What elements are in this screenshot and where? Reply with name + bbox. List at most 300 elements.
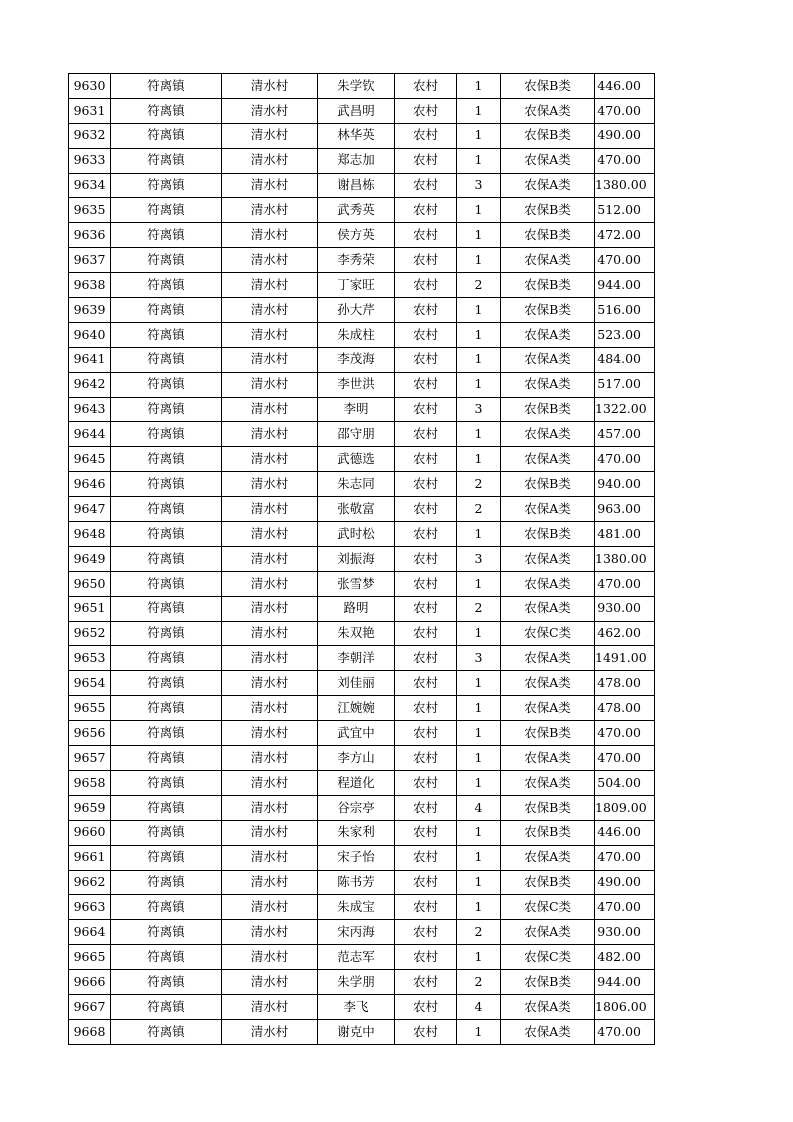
type-cell: 农村 <box>395 920 457 945</box>
record-id-cell: 9657 <box>69 746 111 771</box>
amount-cell: 446.00 <box>595 820 655 845</box>
count-cell: 1 <box>457 895 501 920</box>
table-row <box>69 397 655 422</box>
name-cell: 孙大芹 <box>318 298 395 323</box>
count-cell: 1 <box>457 98 501 123</box>
records-table <box>68 73 655 1045</box>
town-cell: 符离镇 <box>111 273 222 298</box>
count-cell: 4 <box>457 994 501 1019</box>
category-cell: 农保A类 <box>501 98 595 123</box>
count-cell: 1 <box>457 322 501 347</box>
village-cell: 清水村 <box>222 646 318 671</box>
town-cell: 符离镇 <box>111 123 222 148</box>
town-cell: 符离镇 <box>111 721 222 746</box>
record-id-cell: 9640 <box>69 322 111 347</box>
name-cell: 丁家旺 <box>318 273 395 298</box>
village-cell: 清水村 <box>222 248 318 273</box>
count-cell: 1 <box>457 447 501 472</box>
table-row <box>69 422 655 447</box>
town-cell: 符离镇 <box>111 322 222 347</box>
town-cell: 符离镇 <box>111 945 222 970</box>
record-id-cell: 9638 <box>69 273 111 298</box>
category-cell: 农保B类 <box>501 298 595 323</box>
amount-cell: 470.00 <box>595 845 655 870</box>
town-cell: 符离镇 <box>111 74 222 99</box>
table-row <box>69 347 655 372</box>
name-cell: 武秀英 <box>318 198 395 223</box>
town-cell: 符离镇 <box>111 820 222 845</box>
village-cell: 清水村 <box>222 696 318 721</box>
type-cell: 农村 <box>395 198 457 223</box>
amount-cell: 472.00 <box>595 223 655 248</box>
town-cell: 符离镇 <box>111 696 222 721</box>
table-row <box>69 795 655 820</box>
village-cell: 清水村 <box>222 298 318 323</box>
category-cell: 农保A类 <box>501 347 595 372</box>
type-cell: 农村 <box>395 372 457 397</box>
amount-cell: 1806.00 <box>595 994 655 1019</box>
village-cell: 清水村 <box>222 397 318 422</box>
category-cell: 农保C类 <box>501 895 595 920</box>
town-cell: 符离镇 <box>111 472 222 497</box>
record-id-cell: 9654 <box>69 671 111 696</box>
village-cell: 清水村 <box>222 571 318 596</box>
amount-cell: 470.00 <box>595 248 655 273</box>
village-cell: 清水村 <box>222 795 318 820</box>
village-cell: 清水村 <box>222 273 318 298</box>
name-cell: 李朝洋 <box>318 646 395 671</box>
category-cell: 农保A类 <box>501 646 595 671</box>
type-cell: 农村 <box>395 895 457 920</box>
village-cell: 清水村 <box>222 422 318 447</box>
amount-cell: 1809.00 <box>595 795 655 820</box>
name-cell: 刘振海 <box>318 546 395 571</box>
category-cell: 农保A类 <box>501 571 595 596</box>
count-cell: 1 <box>457 74 501 99</box>
record-id-cell: 9659 <box>69 795 111 820</box>
category-cell: 农保C类 <box>501 621 595 646</box>
type-cell: 农村 <box>395 546 457 571</box>
count-cell: 4 <box>457 795 501 820</box>
amount-cell: 470.00 <box>595 447 655 472</box>
village-cell: 清水村 <box>222 347 318 372</box>
name-cell: 程道化 <box>318 770 395 795</box>
count-cell: 3 <box>457 397 501 422</box>
record-id-cell: 9656 <box>69 721 111 746</box>
record-id-cell: 9652 <box>69 621 111 646</box>
town-cell: 符离镇 <box>111 298 222 323</box>
town-cell: 符离镇 <box>111 248 222 273</box>
table-row <box>69 770 655 795</box>
count-cell: 1 <box>457 845 501 870</box>
category-cell: 农保A类 <box>501 770 595 795</box>
village-cell: 清水村 <box>222 472 318 497</box>
town-cell: 符离镇 <box>111 795 222 820</box>
table-row <box>69 945 655 970</box>
name-cell: 宋丙海 <box>318 920 395 945</box>
table-row <box>69 920 655 945</box>
amount-cell: 470.00 <box>595 895 655 920</box>
amount-cell: 512.00 <box>595 198 655 223</box>
count-cell: 1 <box>457 198 501 223</box>
amount-cell: 470.00 <box>595 98 655 123</box>
amount-cell: 478.00 <box>595 671 655 696</box>
type-cell: 农村 <box>395 646 457 671</box>
town-cell: 符离镇 <box>111 1019 222 1044</box>
record-id-cell: 9660 <box>69 820 111 845</box>
amount-cell: 470.00 <box>595 571 655 596</box>
village-cell: 清水村 <box>222 497 318 522</box>
village-cell: 清水村 <box>222 870 318 895</box>
amount-cell: 470.00 <box>595 721 655 746</box>
town-cell: 符离镇 <box>111 621 222 646</box>
record-id-cell: 9631 <box>69 98 111 123</box>
village-cell: 清水村 <box>222 322 318 347</box>
type-cell: 农村 <box>395 273 457 298</box>
amount-cell: 470.00 <box>595 1019 655 1044</box>
village-cell: 清水村 <box>222 596 318 621</box>
amount-cell: 481.00 <box>595 522 655 547</box>
village-cell: 清水村 <box>222 522 318 547</box>
type-cell: 农村 <box>395 98 457 123</box>
amount-cell: 478.00 <box>595 696 655 721</box>
record-id-cell: 9645 <box>69 447 111 472</box>
name-cell: 李世洪 <box>318 372 395 397</box>
type-cell: 农村 <box>395 148 457 173</box>
category-cell: 农保A类 <box>501 148 595 173</box>
category-cell: 农保A类 <box>501 845 595 870</box>
count-cell: 1 <box>457 571 501 596</box>
village-cell: 清水村 <box>222 546 318 571</box>
category-cell: 农保B类 <box>501 198 595 223</box>
table-row <box>69 98 655 123</box>
category-cell: 农保B类 <box>501 273 595 298</box>
table-row <box>69 248 655 273</box>
type-cell: 农村 <box>395 945 457 970</box>
village-cell: 清水村 <box>222 173 318 198</box>
village-cell: 清水村 <box>222 895 318 920</box>
type-cell: 农村 <box>395 123 457 148</box>
type-cell: 农村 <box>395 845 457 870</box>
table-row <box>69 522 655 547</box>
amount-cell: 940.00 <box>595 472 655 497</box>
record-id-cell: 9637 <box>69 248 111 273</box>
type-cell: 农村 <box>395 74 457 99</box>
table-row <box>69 621 655 646</box>
town-cell: 符离镇 <box>111 397 222 422</box>
category-cell: 农保B类 <box>501 74 595 99</box>
record-id-cell: 9641 <box>69 347 111 372</box>
town-cell: 符离镇 <box>111 422 222 447</box>
amount-cell: 1491.00 <box>595 646 655 671</box>
count-cell: 1 <box>457 347 501 372</box>
record-id-cell: 9664 <box>69 920 111 945</box>
count-cell: 2 <box>457 920 501 945</box>
type-cell: 农村 <box>395 173 457 198</box>
town-cell: 符离镇 <box>111 546 222 571</box>
village-cell: 清水村 <box>222 123 318 148</box>
name-cell: 陈书芳 <box>318 870 395 895</box>
record-id-cell: 9639 <box>69 298 111 323</box>
town-cell: 符离镇 <box>111 596 222 621</box>
amount-cell: 1380.00 <box>595 546 655 571</box>
type-cell: 农村 <box>395 223 457 248</box>
category-cell: 农保B类 <box>501 721 595 746</box>
type-cell: 农村 <box>395 422 457 447</box>
village-cell: 清水村 <box>222 148 318 173</box>
record-id-cell: 9633 <box>69 148 111 173</box>
category-cell: 农保A类 <box>501 596 595 621</box>
table-row <box>69 472 655 497</box>
name-cell: 李明 <box>318 397 395 422</box>
name-cell: 江婉婉 <box>318 696 395 721</box>
amount-cell: 517.00 <box>595 372 655 397</box>
town-cell: 符离镇 <box>111 994 222 1019</box>
table-row <box>69 447 655 472</box>
count-cell: 1 <box>457 223 501 248</box>
name-cell: 武时松 <box>318 522 395 547</box>
count-cell: 1 <box>457 372 501 397</box>
record-id-cell: 9636 <box>69 223 111 248</box>
town-cell: 符离镇 <box>111 895 222 920</box>
type-cell: 农村 <box>395 397 457 422</box>
amount-cell: 482.00 <box>595 945 655 970</box>
town-cell: 符离镇 <box>111 746 222 771</box>
category-cell: 农保B类 <box>501 472 595 497</box>
amount-cell: 930.00 <box>595 920 655 945</box>
town-cell: 符离镇 <box>111 920 222 945</box>
name-cell: 武德选 <box>318 447 395 472</box>
name-cell: 刘佳丽 <box>318 671 395 696</box>
name-cell: 李秀荣 <box>318 248 395 273</box>
type-cell: 农村 <box>395 770 457 795</box>
record-id-cell: 9661 <box>69 845 111 870</box>
record-id-cell: 9643 <box>69 397 111 422</box>
count-cell: 1 <box>457 123 501 148</box>
category-cell: 农保A类 <box>501 422 595 447</box>
village-cell: 清水村 <box>222 721 318 746</box>
type-cell: 农村 <box>395 571 457 596</box>
record-id-cell: 9662 <box>69 870 111 895</box>
table-row <box>69 571 655 596</box>
category-cell: 农保A类 <box>501 322 595 347</box>
count-cell: 1 <box>457 696 501 721</box>
table-row <box>69 546 655 571</box>
table-row <box>69 721 655 746</box>
village-cell: 清水村 <box>222 621 318 646</box>
village-cell: 清水村 <box>222 845 318 870</box>
record-id-cell: 9663 <box>69 895 111 920</box>
town-cell: 符离镇 <box>111 372 222 397</box>
type-cell: 农村 <box>395 472 457 497</box>
type-cell: 农村 <box>395 795 457 820</box>
count-cell: 2 <box>457 497 501 522</box>
village-cell: 清水村 <box>222 770 318 795</box>
name-cell: 谢克中 <box>318 1019 395 1044</box>
count-cell: 1 <box>457 621 501 646</box>
table-row <box>69 845 655 870</box>
type-cell: 农村 <box>395 1019 457 1044</box>
amount-cell: 490.00 <box>595 870 655 895</box>
village-cell: 清水村 <box>222 447 318 472</box>
table-row <box>69 820 655 845</box>
table-row <box>69 497 655 522</box>
category-cell: 农保B类 <box>501 820 595 845</box>
name-cell: 朱学朋 <box>318 970 395 995</box>
category-cell: 农保B类 <box>501 970 595 995</box>
name-cell: 朱成宝 <box>318 895 395 920</box>
name-cell: 武宜中 <box>318 721 395 746</box>
village-cell: 清水村 <box>222 994 318 1019</box>
amount-cell: 462.00 <box>595 621 655 646</box>
name-cell: 张敬富 <box>318 497 395 522</box>
name-cell: 李茂海 <box>318 347 395 372</box>
category-cell: 农保B类 <box>501 397 595 422</box>
count-cell: 2 <box>457 596 501 621</box>
record-id-cell: 9667 <box>69 994 111 1019</box>
table-row <box>69 994 655 1019</box>
record-id-cell: 9635 <box>69 198 111 223</box>
village-cell: 清水村 <box>222 945 318 970</box>
amount-cell: 1380.00 <box>595 173 655 198</box>
count-cell: 3 <box>457 646 501 671</box>
category-cell: 农保A类 <box>501 1019 595 1044</box>
record-id-cell: 9644 <box>69 422 111 447</box>
name-cell: 李飞 <box>318 994 395 1019</box>
type-cell: 农村 <box>395 298 457 323</box>
table-row <box>69 895 655 920</box>
town-cell: 符离镇 <box>111 970 222 995</box>
amount-cell: 457.00 <box>595 422 655 447</box>
count-cell: 1 <box>457 522 501 547</box>
category-cell: 农保B类 <box>501 795 595 820</box>
type-cell: 农村 <box>395 721 457 746</box>
table-row <box>69 198 655 223</box>
table-row <box>69 148 655 173</box>
name-cell: 郑志加 <box>318 148 395 173</box>
category-cell: 农保A类 <box>501 746 595 771</box>
table-row <box>69 746 655 771</box>
village-cell: 清水村 <box>222 372 318 397</box>
amount-cell: 490.00 <box>595 123 655 148</box>
type-cell: 农村 <box>395 671 457 696</box>
count-cell: 1 <box>457 248 501 273</box>
village-cell: 清水村 <box>222 223 318 248</box>
count-cell: 1 <box>457 870 501 895</box>
amount-cell: 930.00 <box>595 596 655 621</box>
table-row <box>69 74 655 99</box>
type-cell: 农村 <box>395 970 457 995</box>
type-cell: 农村 <box>395 497 457 522</box>
table-row <box>69 123 655 148</box>
category-cell: 农保A类 <box>501 920 595 945</box>
name-cell: 邵守朋 <box>318 422 395 447</box>
name-cell: 宋子怡 <box>318 845 395 870</box>
town-cell: 符离镇 <box>111 98 222 123</box>
town-cell: 符离镇 <box>111 646 222 671</box>
town-cell: 符离镇 <box>111 447 222 472</box>
name-cell: 武昌明 <box>318 98 395 123</box>
category-cell: 农保B类 <box>501 870 595 895</box>
count-cell: 3 <box>457 173 501 198</box>
town-cell: 符离镇 <box>111 870 222 895</box>
record-id-cell: 9666 <box>69 970 111 995</box>
name-cell: 朱成柱 <box>318 322 395 347</box>
count-cell: 1 <box>457 721 501 746</box>
count-cell: 2 <box>457 273 501 298</box>
count-cell: 1 <box>457 671 501 696</box>
name-cell: 张雪梦 <box>318 571 395 596</box>
name-cell: 朱志同 <box>318 472 395 497</box>
type-cell: 农村 <box>395 522 457 547</box>
town-cell: 符离镇 <box>111 148 222 173</box>
count-cell: 2 <box>457 970 501 995</box>
record-id-cell: 9665 <box>69 945 111 970</box>
village-cell: 清水村 <box>222 74 318 99</box>
record-id-cell: 9646 <box>69 472 111 497</box>
name-cell: 谷宗亭 <box>318 795 395 820</box>
table-row <box>69 273 655 298</box>
table-row <box>69 970 655 995</box>
category-cell: 农保A类 <box>501 372 595 397</box>
type-cell: 农村 <box>395 994 457 1019</box>
town-cell: 符离镇 <box>111 770 222 795</box>
category-cell: 农保A类 <box>501 497 595 522</box>
table-row <box>69 223 655 248</box>
record-id-cell: 9649 <box>69 546 111 571</box>
category-cell: 农保B类 <box>501 522 595 547</box>
type-cell: 农村 <box>395 820 457 845</box>
table-row <box>69 173 655 198</box>
town-cell: 符离镇 <box>111 845 222 870</box>
category-cell: 农保B类 <box>501 223 595 248</box>
amount-cell: 470.00 <box>595 746 655 771</box>
town-cell: 符离镇 <box>111 522 222 547</box>
record-id-cell: 9634 <box>69 173 111 198</box>
name-cell: 林华英 <box>318 123 395 148</box>
record-id-cell: 9647 <box>69 497 111 522</box>
records-table-body <box>69 74 655 1045</box>
record-id-cell: 9658 <box>69 770 111 795</box>
table-row <box>69 671 655 696</box>
name-cell: 谢昌栋 <box>318 173 395 198</box>
town-cell: 符离镇 <box>111 173 222 198</box>
category-cell: 农保A类 <box>501 546 595 571</box>
village-cell: 清水村 <box>222 1019 318 1044</box>
category-cell: 农保A类 <box>501 248 595 273</box>
count-cell: 1 <box>457 298 501 323</box>
type-cell: 农村 <box>395 746 457 771</box>
town-cell: 符离镇 <box>111 347 222 372</box>
name-cell: 李方山 <box>318 746 395 771</box>
name-cell: 范志军 <box>318 945 395 970</box>
type-cell: 农村 <box>395 696 457 721</box>
village-cell: 清水村 <box>222 820 318 845</box>
amount-cell: 504.00 <box>595 770 655 795</box>
category-cell: 农保A类 <box>501 173 595 198</box>
type-cell: 农村 <box>395 248 457 273</box>
amount-cell: 516.00 <box>595 298 655 323</box>
table-row <box>69 322 655 347</box>
village-cell: 清水村 <box>222 671 318 696</box>
type-cell: 农村 <box>395 447 457 472</box>
category-cell: 农保A类 <box>501 696 595 721</box>
category-cell: 农保A类 <box>501 447 595 472</box>
record-id-cell: 9648 <box>69 522 111 547</box>
amount-cell: 944.00 <box>595 273 655 298</box>
table-row <box>69 1019 655 1044</box>
record-id-cell: 9655 <box>69 696 111 721</box>
